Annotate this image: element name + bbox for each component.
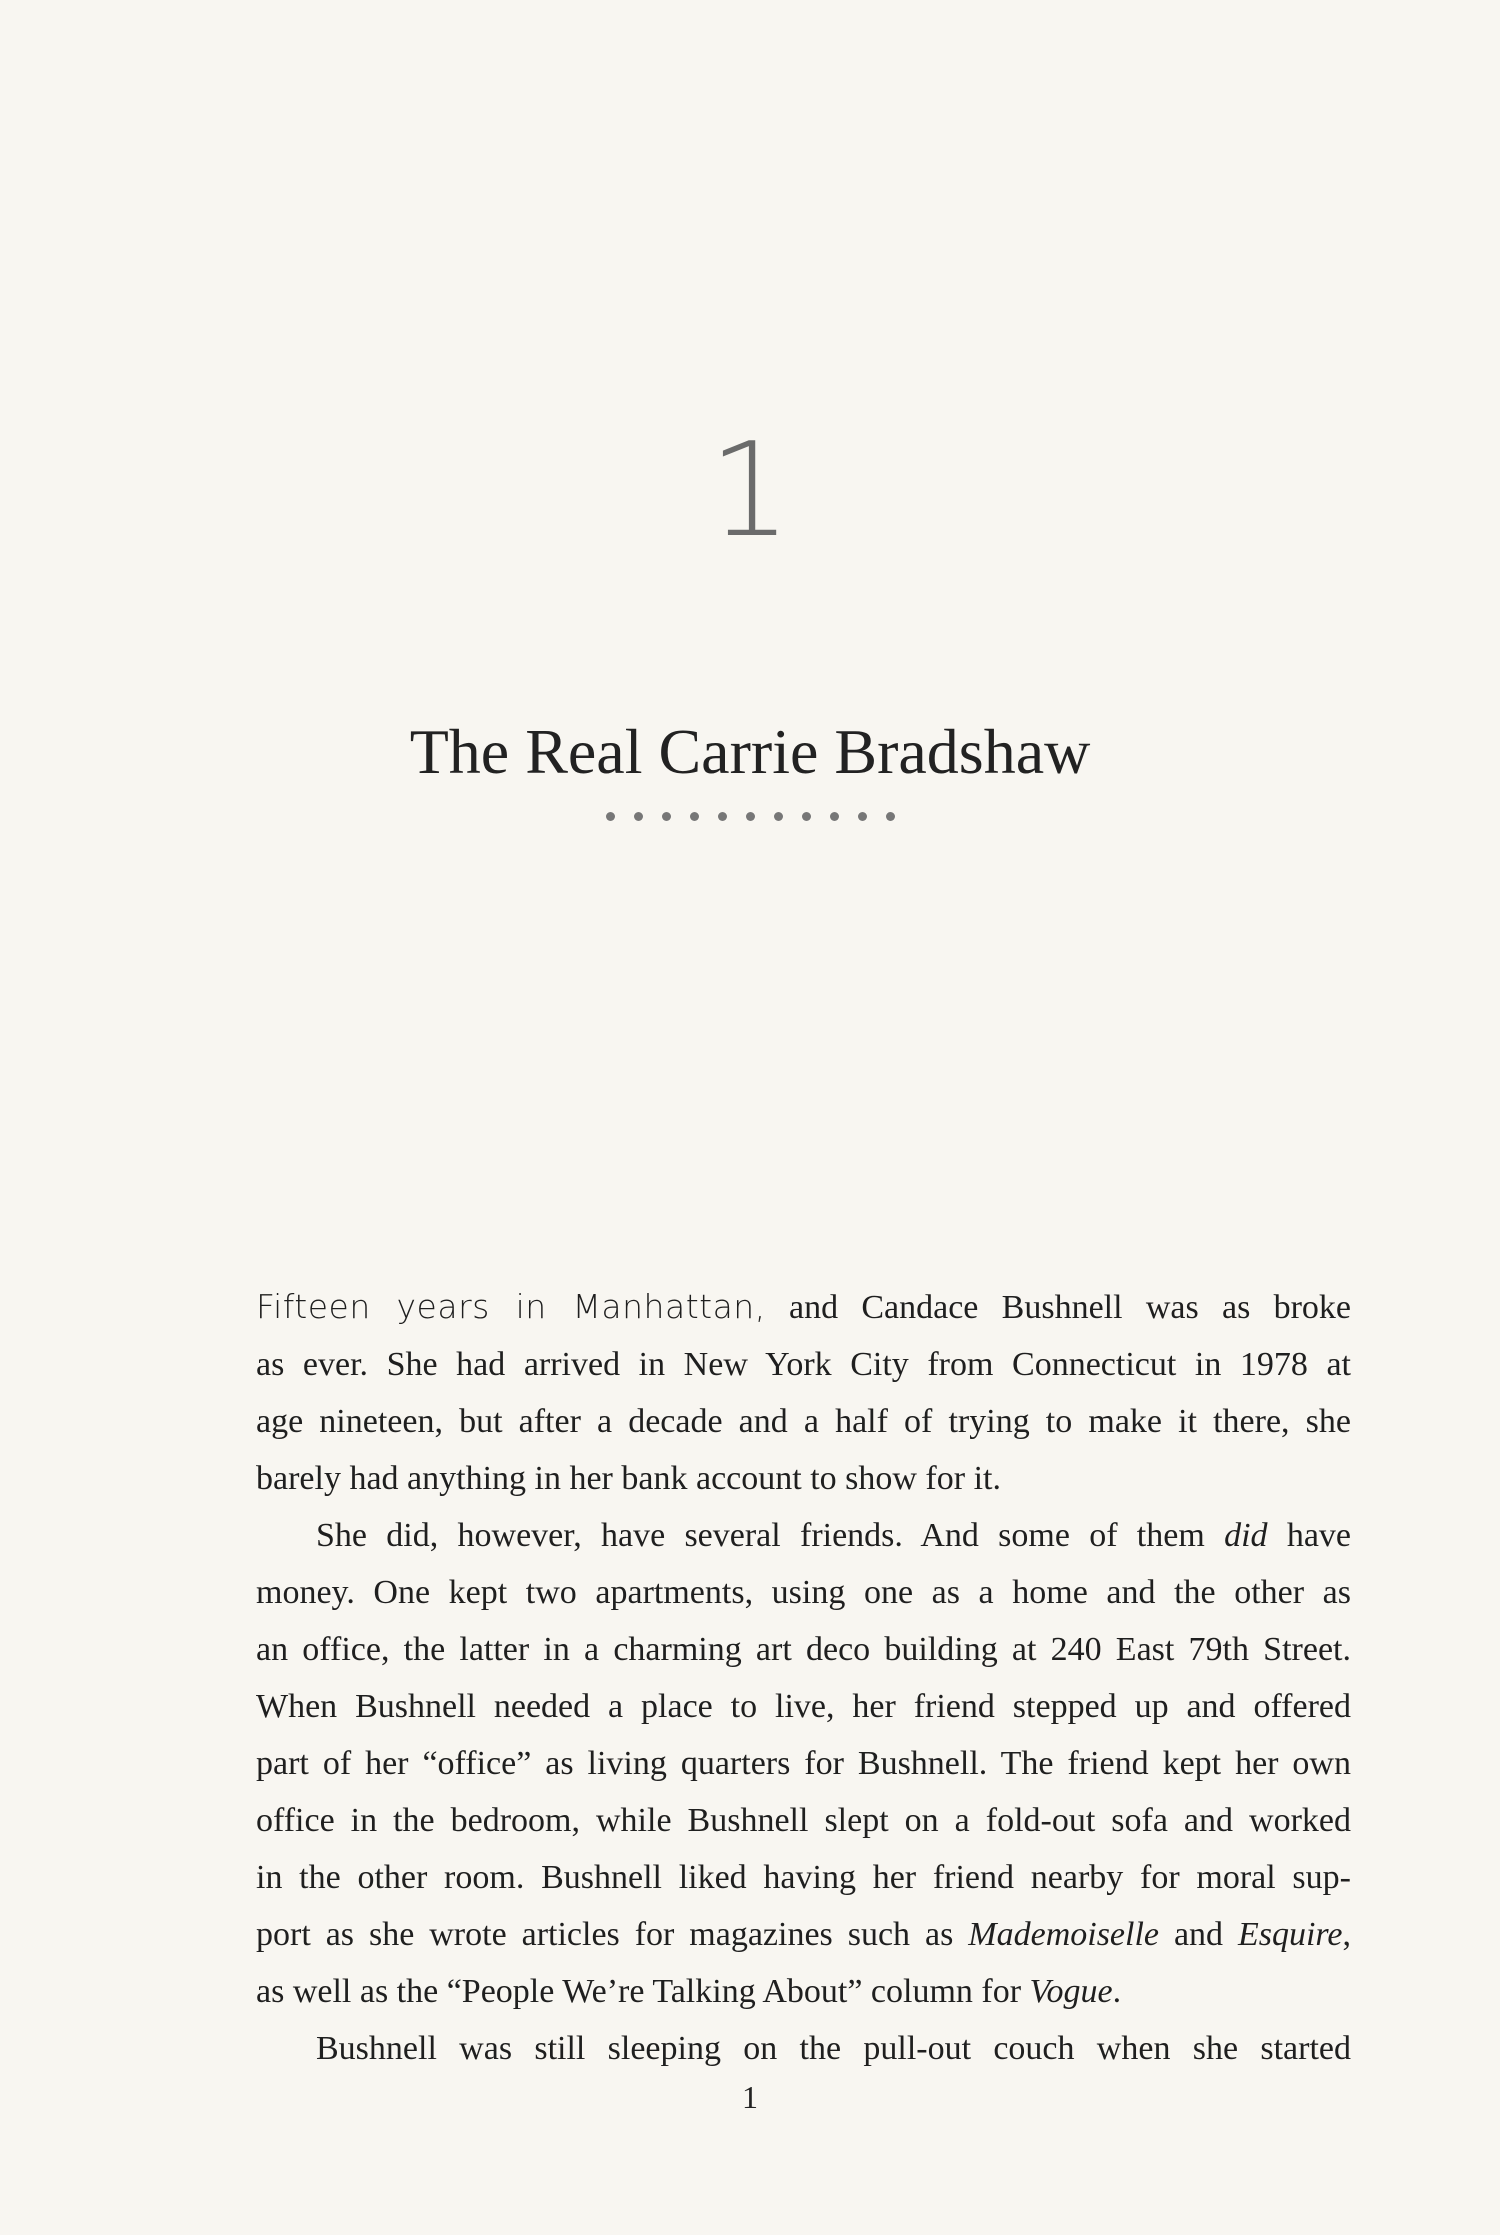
ornament-dot [774,812,783,821]
text-line: port as she wrote articles for magazines such as Mademoiselle and Esquire, [256,1916,1351,1953]
lead-in-text: Fifteen years in Manhattan, [256,1287,766,1326]
ornament-dot [886,812,895,821]
paragraph-3 [256,2020,1351,2077]
text-line: Fifteen years in Manhattan, and Candace Bushnell was as broke [256,1287,1351,1326]
ornament-dot [858,812,867,821]
chapter-number: 1 [708,414,792,566]
text-line: an office, the latter in a charming art deco building at 240 East 79th Street. [256,1631,1351,1668]
ornament-dot [662,812,671,821]
text-line: in the other room. Bushnell liked having her friend nearby for moral sup- [256,1859,1351,1896]
text-line: barely had anything in her bank account to show for it. [256,1460,1001,1497]
text-line: as ever. She had arrived in New York City from Connecticut in 1978 at [256,1346,1351,1383]
paragraph-1 [256,1278,1351,1507]
text-line: Bushnell was still sleeping on the pull-out couch when she started [316,2030,1351,2067]
text-line: When Bushnell needed a place to live, her friend stepped up and offered [256,1688,1351,1725]
ornament-dot [690,812,699,821]
text-line: money. One kept two apartments, using one as a home and the other as [256,1574,1351,1611]
ornament-dot [606,812,615,821]
ornament-dot [746,812,755,821]
text-line: She did, however, have several friends. And some of them did have [316,1517,1351,1554]
page-number: 1 [742,2079,758,2115]
ornament-dot [802,812,811,821]
ornament-dot [830,812,839,821]
paragraph-2 [256,1507,1351,2020]
text-line: as well as the “People We’re Talking About” column for Vogue. [256,1973,1122,2010]
ornament-dot [718,812,727,821]
ornament-divider [0,812,1500,832]
body-text [256,1278,1351,2077]
text-line: part of her “office” as living quarters for Bushnell. The friend kept her own [256,1745,1351,1782]
ornament-dot [634,812,643,821]
chapter-title: The Real Carrie Bradshaw [409,716,1091,787]
text-line: office in the bedroom, while Bushnell slept on a fold-out sofa and worked [256,1802,1351,1839]
text-line: age nineteen, but after a decade and a half of trying to make it there, she [256,1403,1351,1440]
